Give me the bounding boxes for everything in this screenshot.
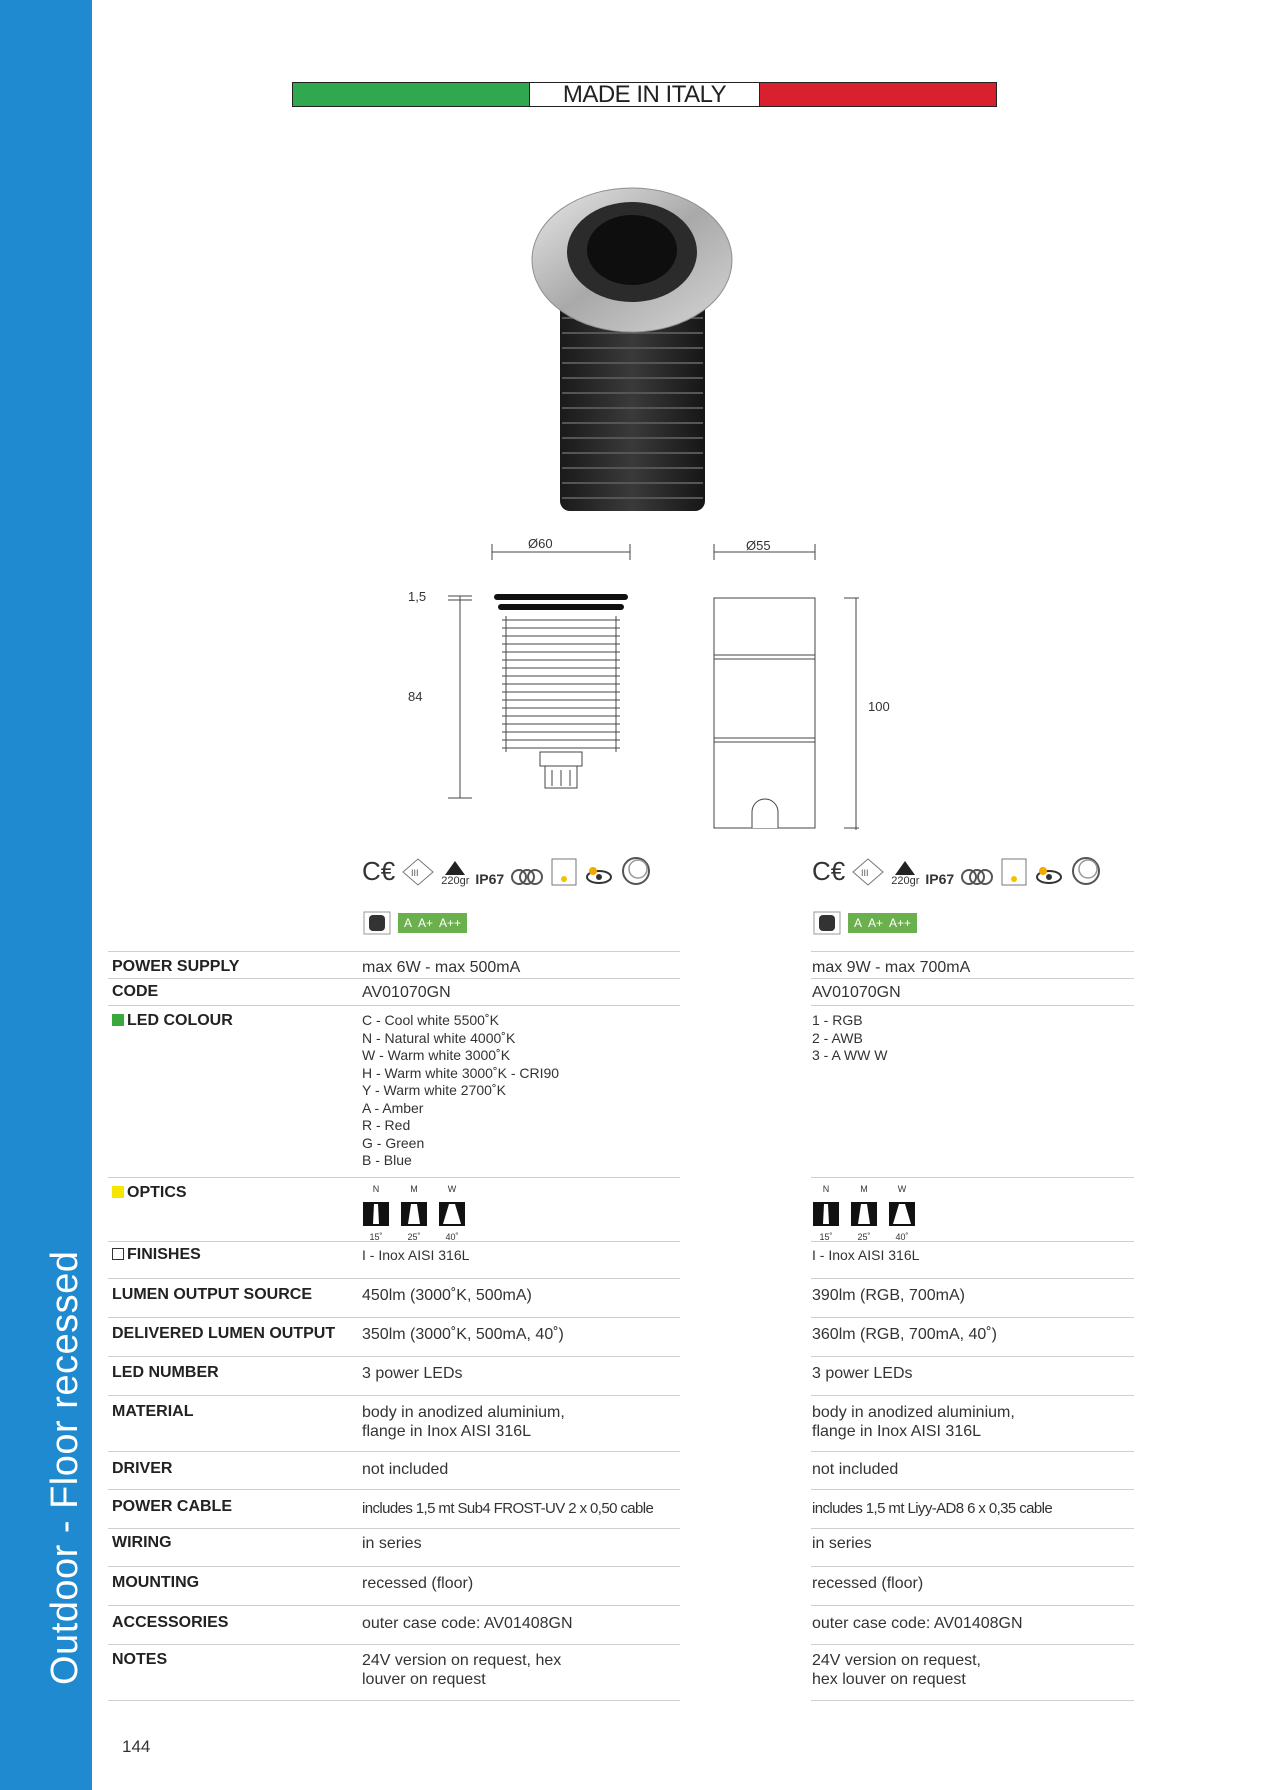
beam-medium-icon bbox=[401, 1202, 427, 1226]
row-led-colour: LED COLOUR C - Cool white 5500˚K N - Natural white 4000˚K W - Warm white 3000˚K H - Warm white 3000˚K - CRI90 Y - Warm white 2700˚K A - Amber R - Red G - Green B - Blue 1 - RGB 2 - AWB 3 - A WW W bbox=[108, 1006, 1134, 1178]
row-wiring: WIRING in series in series bbox=[108, 1529, 1134, 1567]
tire-icon bbox=[812, 910, 842, 936]
row-material: MATERIAL body in anodized aluminium, flange in Inox AISI 316L body in anodized aluminium, flange in Inox AISI 316L bbox=[108, 1396, 1134, 1452]
made-in-italy-banner bbox=[292, 82, 997, 107]
finishes-marker bbox=[112, 1248, 124, 1260]
beam-narrow-icon bbox=[363, 1202, 389, 1226]
beam-wide-icon bbox=[439, 1202, 465, 1226]
cert-icons-col1 bbox=[362, 855, 652, 887]
ip-rating: IP67 bbox=[925, 871, 955, 887]
optic-medium: M 25˚ bbox=[850, 1180, 878, 1247]
row-accessories: ACCESSORIES outer case code: AV01408GN outer case code: AV01408GN bbox=[108, 1606, 1134, 1645]
page-number: 144 bbox=[122, 1737, 151, 1756]
beam-wide-icon bbox=[889, 1202, 915, 1226]
lamp-icon bbox=[1000, 857, 1028, 887]
row-lumen-source: LUMEN OUTPUT SOURCE 450lm (3000˚K, 500mA) 390lm (RGB, 700mA) bbox=[108, 1279, 1134, 1318]
flag-green bbox=[293, 83, 529, 106]
dim-diameter-55: Ø55 bbox=[746, 538, 771, 553]
row-mounting: MOUNTING recessed (floor) recessed (floor) bbox=[108, 1567, 1134, 1606]
column-gap bbox=[680, 950, 811, 1702]
product-image bbox=[510, 188, 750, 518]
row-optics: OPTICS N 15˚ M 25˚ W 40˚ N 15˚ M 25˚ W 40˚ bbox=[108, 1178, 1134, 1242]
rings-icon bbox=[510, 867, 544, 887]
row-notes: NOTES 24V version on request, hex louver on request 24V version on request, hex louver on request bbox=[108, 1645, 1134, 1701]
spec-table bbox=[108, 951, 1134, 1701]
row-code: CODE AV01070GN AV01070GN bbox=[108, 979, 1134, 1006]
row-finishes: FINISHES I - Inox AISI 316L I - Inox AISI 316L bbox=[108, 1242, 1134, 1279]
svg-text:III: III bbox=[411, 868, 419, 878]
swirl-icon bbox=[1070, 855, 1102, 887]
optic-medium: M 25˚ bbox=[400, 1180, 428, 1247]
swirl-icon bbox=[620, 855, 652, 887]
energy-class-label: A A+ A++ bbox=[848, 913, 917, 933]
sidebar-title: Outdoor - Floor recessed bbox=[44, 1250, 86, 1685]
led-colour-list-2: 1 - RGB 2 - AWB 3 - A WW W bbox=[812, 1012, 888, 1063]
energy-icons-col2 bbox=[812, 910, 917, 936]
optic-narrow: N 15˚ bbox=[812, 1180, 840, 1247]
svg-text:III: III bbox=[861, 868, 869, 878]
row-power-supply: POWER SUPPLY max 6W - max 500mA max 9W - max 700mA bbox=[108, 952, 1134, 979]
dim-height-100: 100 bbox=[868, 699, 890, 714]
tire-icon bbox=[362, 910, 392, 936]
cert-icons-col2 bbox=[812, 855, 1102, 887]
class-iii-icon bbox=[851, 857, 885, 887]
row-driver: DRIVER not included not included bbox=[108, 1452, 1134, 1490]
class-iii-icon bbox=[401, 857, 435, 887]
banner-text: MADE IN ITALY bbox=[529, 83, 760, 106]
dim-height-84: 84 bbox=[408, 689, 423, 704]
row-delivered-lumen: DELIVERED LUMEN OUTPUT 350lm (3000˚K, 500mA, 40˚) 360lm (RGB, 700mA, 40˚) bbox=[108, 1318, 1134, 1357]
eye-icon bbox=[1034, 865, 1064, 887]
energy-class-label: A A+ A++ bbox=[398, 913, 467, 933]
row-led-number: LED NUMBER 3 power LEDs 3 power LEDs bbox=[108, 1357, 1134, 1396]
led-colour-list-1: C - Cool white 5500˚K N - Natural white 4000˚K W - Warm white 3000˚K H - Warm white 3000˚K - CRI90 Y - Warm white 2700˚K A - Amber R - Red G - Green B - Blue bbox=[362, 1012, 560, 1168]
flag-red bbox=[760, 83, 996, 106]
row-power-cable: POWER CABLE includes 1,5 mt Sub4 FROST-UV 2 x 0,50 cable includes 1,5 mt Liyy-AD8 6 x 0,35 cable bbox=[108, 1490, 1134, 1529]
optic-wide: W 40˚ bbox=[888, 1180, 916, 1247]
ce-mark-icon: C€ bbox=[812, 856, 846, 886]
beam-medium-icon bbox=[851, 1202, 877, 1226]
optics-icons-2 bbox=[812, 1180, 916, 1247]
lamp-icon bbox=[550, 857, 578, 887]
beam-narrow-icon bbox=[813, 1202, 839, 1226]
optic-narrow: N 15˚ bbox=[362, 1180, 390, 1247]
optics-marker bbox=[112, 1186, 124, 1198]
eye-icon bbox=[584, 865, 614, 887]
ip-rating: IP67 bbox=[475, 871, 505, 887]
led-colour-marker bbox=[112, 1014, 124, 1026]
technical-drawing bbox=[380, 530, 890, 830]
sidebar bbox=[0, 0, 92, 1790]
dim-diameter-60: Ø60 bbox=[528, 536, 553, 551]
weight-icon: 220gr bbox=[441, 859, 469, 887]
optics-icons-1 bbox=[362, 1180, 466, 1247]
rings-icon bbox=[960, 867, 994, 887]
ce-mark-icon: C€ bbox=[362, 856, 396, 886]
weight-icon: 220gr bbox=[891, 859, 919, 887]
dim-flange: 1,5 bbox=[408, 589, 427, 604]
energy-icons-col1 bbox=[362, 910, 467, 936]
optic-wide: W 40˚ bbox=[438, 1180, 466, 1247]
